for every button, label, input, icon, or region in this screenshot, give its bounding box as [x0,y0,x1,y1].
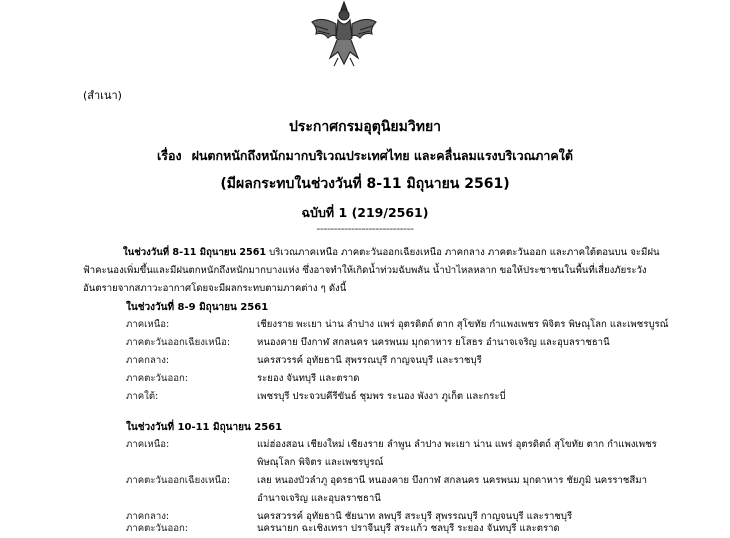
region-label: ภาคกลาง: [126,511,170,522]
province-list: นครสวรรค์ อุทัยธานี สุพรรณบุรี กาญจนบุรี และราชบุรี [257,355,482,366]
separator: ---------------------------- [316,222,414,235]
province-list: เลย หนองบัวลำภู อุดรธานี หนองคาย บึงกาฬ สกลนคร นครพนม มุกดาหาร ชัยภูมิ นครราชสีมา อำนาจเจริญ และอุบลราชธานี [257,475,647,504]
province-list: หนองคาย บึงกาฬ สกลนคร นครพนม มุกดาหาร ยโสธร อำนาจเจริญ และอุบลราชธานี [257,337,610,348]
province-list: นครสวรรค์ อุทัยธานี ชัยนาท ลพบุรี สระบุรี สุพรรณบุรี กาญจนบุรี และราชบุรี [257,511,573,522]
intro-lead: ในช่วงวันที่ 8-11 มิถุนายน 2561 [123,247,267,258]
region-label: ภาคตะวันออกเฉียงเหนือ: [126,475,231,486]
province-list: แม่ฮ่องสอน เชียงใหม่ เชียงราย ลำพูน ลำปาง พะเยา น่าน แพร่ อุตรดิตถ์ สุโขทัย ตาก กำแพงเพชร พิษณุโลก พิจิตร และเพชรบูรณ์ [257,439,657,468]
region-label: ภาคเหนือ: [126,319,170,330]
subject-text: ฝนตกหนักถึงหนักมากบริเวณประเทศไทย และคลื่นลมแรงบริเวณภาคใต้ [191,148,574,163]
subject-label: เรื่อง [156,148,182,163]
region-label: ภาคเหนือ: [126,439,170,450]
region-label: ภาคกลาง: [126,355,170,366]
section-heading: ในช่วงวันที่ 8-9 มิถุนายน 2561 [126,302,269,313]
intro-text: บริเวณภาคเหนือ ภาคตะวันออกเฉียงเหนือ ภาคกลาง ภาคตะวันออก และภาคใต้ตอนบน จะมีฝนฟ้าคะนองเพิ่มขึ้นและมีฝนตกหนักถึงหนักมากบางแห่ง ซึ่งอาจทำให้เกิดน้ำท่วมฉับพลัน น้ำป่าไหลหลาก ขอให้ประชาชนในพื้นที่เสี่ยงภัยระวังอันตรายจากสภาวะอากาศโดยจะมีผลกระทบตามภาคต่าง ๆ ดังนี้ [83,247,660,294]
province-list: เชียงราย พะเยา น่าน ลำปาง แพร่ อุตรดิตถ์ ตาก สุโขทัย กำแพงเพชร พิจิตร พิษณุโลก และเพชรบูรณ์ [257,319,669,330]
page-title: ประกาศกรมอุตุนิยมวิทยา [288,119,442,135]
region-label: ภาคตะวันออกเฉียงเหนือ: [126,337,231,348]
province-list: ระยอง จันทบุรี และตราด [257,373,360,384]
region-label: ภาคตะวันออก: [126,373,189,384]
intro-paragraph [83,244,669,298]
garuda-emblem-icon [308,0,380,68]
copy-note: (สำเนา) [83,89,122,102]
effect-period: (มีผลกระทบในช่วงวันที่ 8-11 มิถุนายน 2561) [220,176,510,192]
province-list: นครนายก ฉะเชิงเทรา ปราจีนบุรี สระแก้ว ชลบุรี ระยอง จันทบุรี และตราด [257,523,560,534]
province-list: เพชรบุรี ประจวบคีรีขันธ์ ชุมพร ระนอง พังงา ภูเก็ต และกระบี่ [257,391,506,402]
region-label: ภาคตะวันออก: [126,523,189,534]
region-label: ภาคใต้: [126,391,159,402]
section-heading: ในช่วงวันที่ 10-11 มิถุนายน 2561 [126,422,283,433]
subject-line [0,146,730,166]
issue-number: ฉบับที่ 1 (219/2561) [301,205,429,220]
